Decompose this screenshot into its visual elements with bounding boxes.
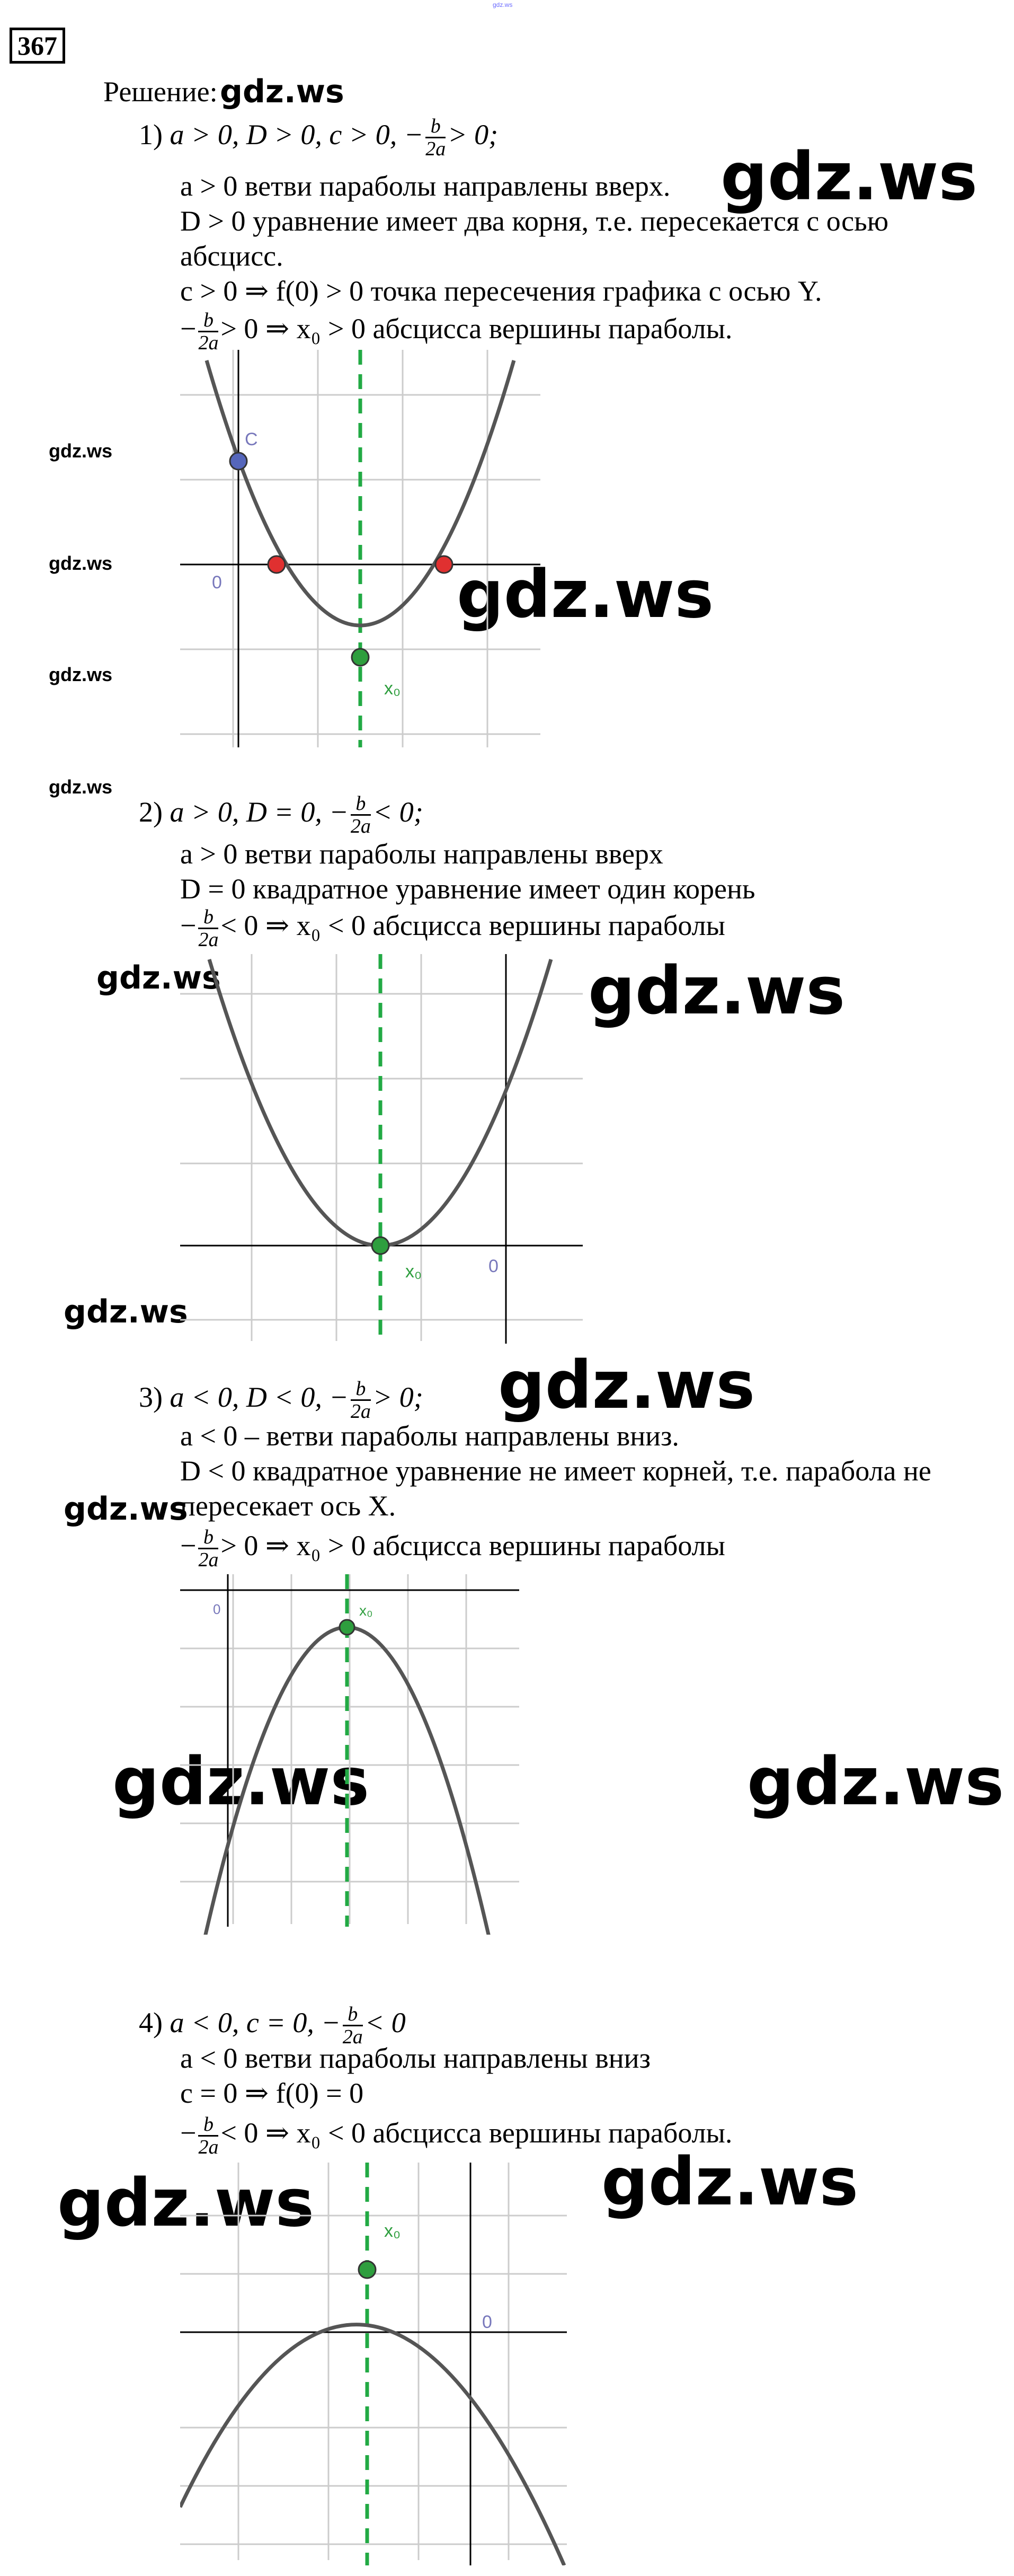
- section3-frac: [351, 1378, 371, 1422]
- section1-line3: абсцисс.: [180, 240, 283, 272]
- watermark: gdz.ws: [49, 776, 113, 798]
- section4-num: 4): [139, 2006, 163, 2039]
- frac-den: 2a: [425, 138, 446, 160]
- section2-frac2: [198, 906, 218, 950]
- label-x0: x₀: [405, 1261, 422, 1282]
- label-x0: x₀: [384, 2221, 401, 2241]
- section4-cond: a < 0, c = 0, −: [170, 2006, 341, 2039]
- section1-graph: [180, 350, 551, 753]
- point-c: [230, 453, 247, 470]
- section1-cond: a > 0, D > 0, c > 0, −: [170, 118, 424, 151]
- minus-sign: −: [180, 1529, 197, 1562]
- section2-line1: a > 0 ветви параболы направлены вверх: [180, 838, 663, 870]
- section2-line2: D = 0 квадратное уравнение имеет один корень: [180, 873, 755, 905]
- frac-den: 2a: [342, 2026, 363, 2048]
- watermark: gdz.ws: [57, 2165, 315, 2242]
- watermark: gdz.ws: [588, 953, 846, 1029]
- section1-line2: D > 0 уравнение имеет два корня, т.е. пересекается с осью: [180, 205, 889, 237]
- section1-line1: a > 0 ветви параболы направлены вверх.: [180, 170, 671, 202]
- section1-num: 1): [139, 118, 163, 151]
- section4-frac2: [198, 2114, 218, 2158]
- section4-line3: [180, 2114, 732, 2158]
- frac-num: b: [355, 792, 366, 815]
- frac-num: b: [203, 1526, 214, 1548]
- section1-line5-tail: > 0 ⇒ x₀ > 0 абсцисса вершины параболы.: [220, 312, 733, 345]
- frac-den: 2a: [350, 815, 371, 837]
- watermark: gdz.ws: [747, 1744, 1004, 1820]
- watermark: gdz.ws: [49, 552, 113, 574]
- label-origin: 0: [488, 1256, 499, 1276]
- section3-cond: a < 0, D < 0, −: [170, 1381, 349, 1413]
- label-x0: x₀: [384, 678, 401, 699]
- root-point: [268, 556, 285, 573]
- section2-cond-tail: < 0;: [372, 796, 423, 828]
- section1-line4: c > 0 ⇒ f(0) > 0 точка пересечения графика с осью Y.: [180, 275, 822, 307]
- minus-sign: −: [180, 2116, 197, 2149]
- label-c: C: [245, 429, 258, 449]
- section2-frac: [351, 793, 371, 837]
- watermark: gdz.ws: [49, 664, 113, 685]
- frac-den: 2a: [198, 332, 219, 354]
- frac-num: b: [348, 2003, 358, 2025]
- section3-line3: пересекает ось X.: [180, 1490, 396, 1522]
- root-point: [435, 556, 452, 573]
- watermark: gdz.ws: [64, 1490, 188, 1528]
- label-origin: 0: [482, 2312, 492, 2332]
- section1-frac: [425, 116, 446, 160]
- minus-sign: −: [180, 312, 197, 345]
- section3-num: 3): [139, 1381, 163, 1413]
- label-x0: x₀: [359, 1602, 373, 1619]
- section1-line5: [180, 310, 732, 354]
- watermark: gdz.ws: [112, 1744, 370, 1820]
- vertex-point: [372, 1237, 389, 1254]
- section3-cond-tail: > 0;: [372, 1381, 423, 1413]
- section4-cond-tail: < 0: [364, 2006, 406, 2039]
- section3-line2: D < 0 квадратное уравнение не имеет корней, т.е. парабола не: [180, 1455, 931, 1487]
- minus-sign: −: [180, 909, 197, 941]
- section3-line4: [180, 1527, 725, 1571]
- vertex-point: [359, 2261, 376, 2278]
- watermark: gdz.ws: [721, 139, 978, 215]
- vertex-point: [352, 649, 369, 666]
- section4-line1: a < 0 ветви параболы направлены вниз: [180, 2042, 651, 2074]
- section1-cond-tail: > 0;: [448, 118, 499, 151]
- section1-condition: [139, 116, 498, 160]
- frac-num: b: [203, 906, 214, 928]
- label-origin: 0: [212, 572, 222, 593]
- watermark: gdz.ws: [498, 1347, 755, 1424]
- section4-line2: c = 0 ⇒ f(0) = 0: [180, 2077, 364, 2109]
- section3-condition: [139, 1378, 423, 1422]
- watermark: gdz.ws: [601, 2144, 859, 2220]
- section3-frac2: [198, 1527, 218, 1571]
- frac-num: b: [203, 2113, 214, 2136]
- watermark: gdz.ws: [49, 440, 113, 462]
- header-tiny-text: gdz.ws: [493, 1, 513, 8]
- section1-frac2: [198, 310, 218, 354]
- section3-line1: a < 0 – ветви параболы направлены вниз.: [180, 1420, 679, 1452]
- frac-num: b: [430, 115, 441, 137]
- vertex-point: [340, 1620, 354, 1635]
- section2-graph: [180, 954, 593, 1346]
- frac-den: 2a: [198, 929, 219, 951]
- section2-num: 2): [139, 796, 163, 828]
- frac-den: 2a: [198, 2136, 219, 2158]
- watermark: gdz.ws: [457, 557, 714, 633]
- section4-line3-tail: < 0 ⇒ x₀ < 0 абсцисса вершины параболы.: [220, 2116, 733, 2149]
- section2-line3-tail: < 0 ⇒ x₀ < 0 абсцисса вершины параболы: [220, 909, 725, 941]
- frac-num: b: [203, 309, 214, 331]
- problem-number: 367: [10, 28, 65, 64]
- section2-line3: [180, 906, 725, 950]
- section3-graph: [180, 1574, 530, 1935]
- section4-graph: [180, 2163, 572, 2565]
- solution-label: Решение:: [103, 76, 218, 108]
- watermark: gdz.ws: [220, 73, 344, 110]
- frac-den: 2a: [198, 1549, 219, 1571]
- frac-den: 2a: [350, 1400, 371, 1423]
- frac-num: b: [355, 1378, 366, 1400]
- section2-condition: [139, 793, 423, 837]
- section3-line4-tail: > 0 ⇒ x₀ > 0 абсцисса вершины параболы: [220, 1529, 725, 1562]
- watermark: gdz.ws: [64, 1293, 188, 1330]
- section2-cond: a > 0, D = 0, −: [170, 796, 349, 828]
- watermark: gdz.ws: [96, 959, 221, 996]
- label-origin: 0: [213, 1601, 221, 1617]
